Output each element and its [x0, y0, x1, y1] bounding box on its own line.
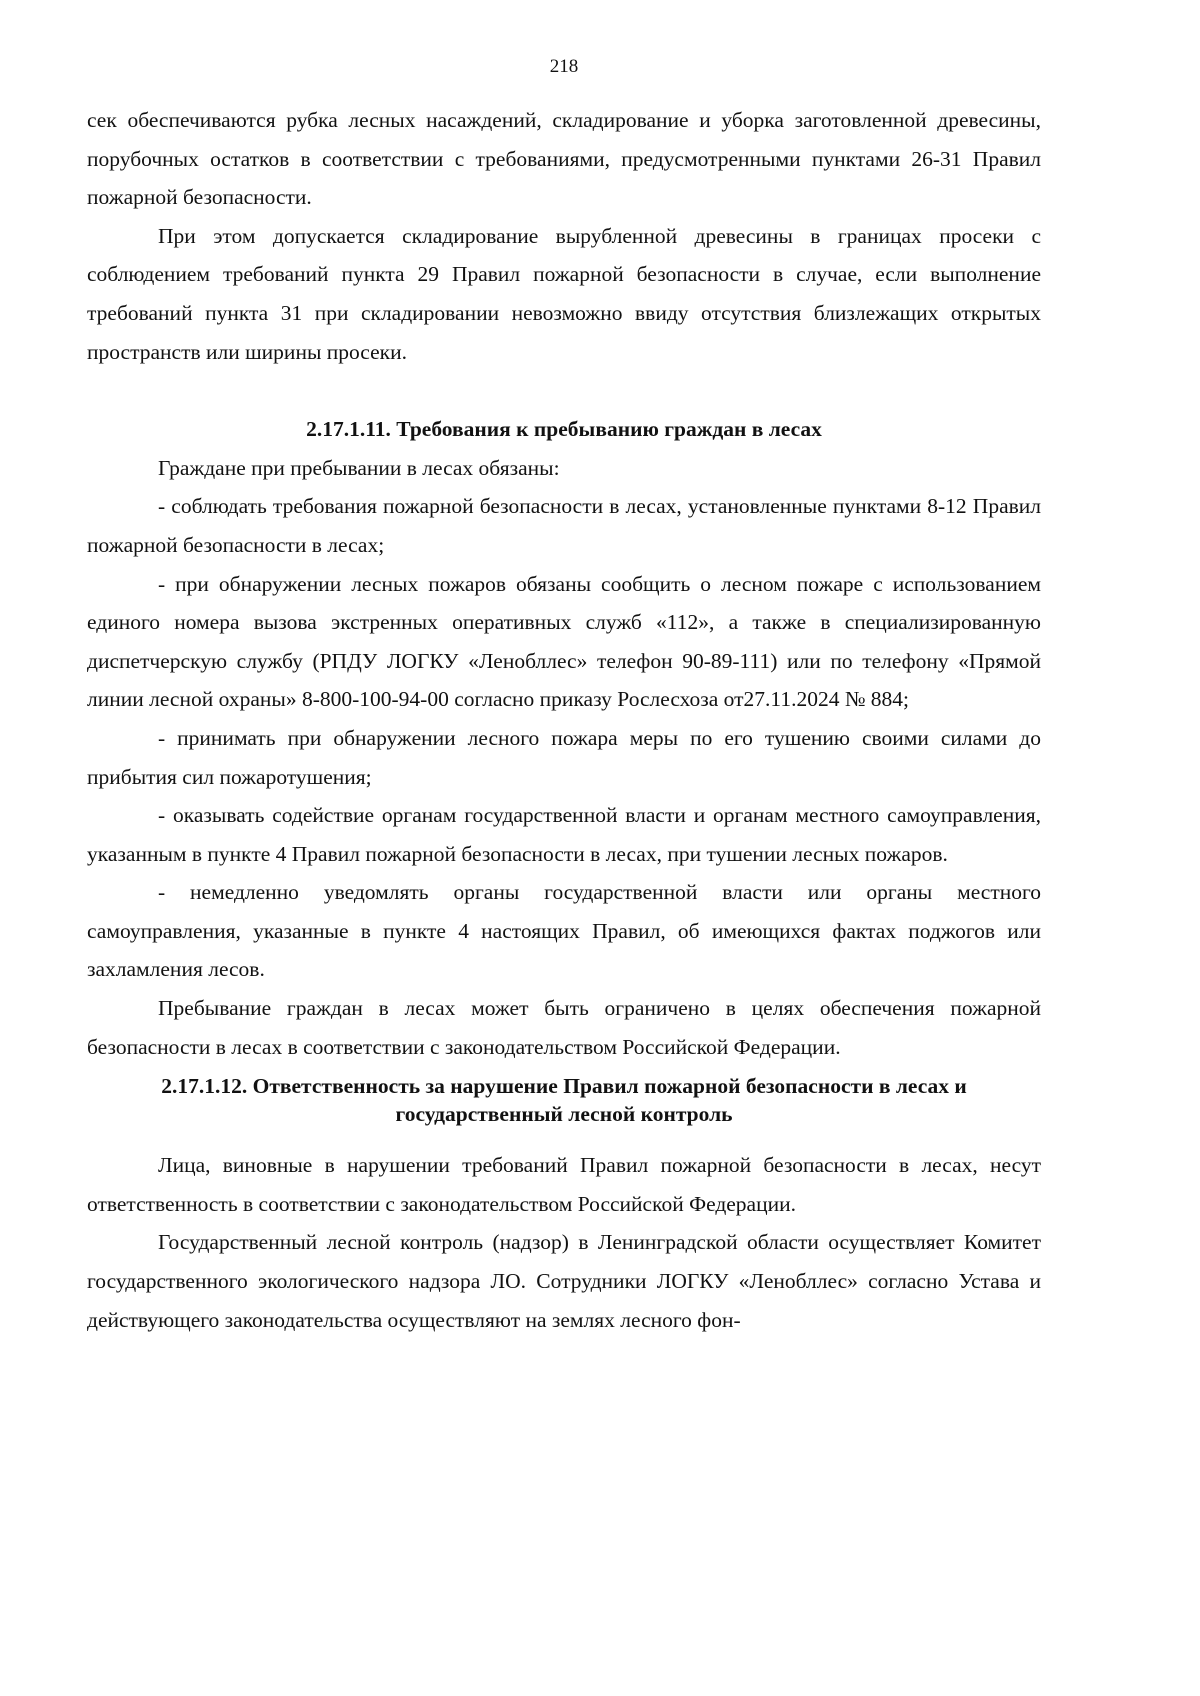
spacer	[87, 371, 1041, 410]
list-item: - немедленно уведомлять органы государственной власти или органы местного самоуправления, указанные в пункте 4 настоящих Правил, об имеющихся фактах поджогов или захламления лесов.	[87, 880, 1041, 982]
page-number: 218	[549, 56, 579, 77]
section-heading-line: государственный лесной контроль	[395, 1102, 733, 1127]
paragraph: Граждане при пребывании в лесах обязаны:	[158, 455, 560, 480]
section-heading-line: 2.17.1.12. Ответственность за нарушение Правил пожарной безопасности в лесах и	[161, 1074, 967, 1099]
paragraph: Пребывание граждан в лесах может быть ограничено в целях обеспечения пожарной безопасности в лесах в соответствии с законодательством Российской Федерации.	[87, 996, 1041, 1059]
document-body	[87, 101, 1041, 1339]
section-heading	[87, 1066, 1041, 1146]
paragraph: Лица, виновные в нарушении требований Правил пожарной безопасности в лесах, несут ответственность в соответствии с законодательством Российской Федерации.	[87, 1153, 1041, 1216]
list-item: - соблюдать требования пожарной безопасности в лесах, установленные пунктами 8-12 Правил пожарной безопасности в лесах;	[87, 494, 1041, 557]
list-item: - принимать при обнаружении лесного пожара меры по его тушению своими силами до прибытия сил пожаротушения;	[87, 725, 1041, 789]
paragraph: При этом допускается складирование вырубленной древесины в границах просеки с соблюдением требований пункта 29 Правил пожарной безопасности в случае, если выполнение требований пункта 31 при складировании невозможно ввиду отсутствия близлежащих открытых пространств или ширины просеки.	[87, 223, 1041, 364]
section-heading: 2.17.1.11. Требования к пребыванию граждан в лесах	[306, 417, 822, 442]
list-item: - оказывать содействие органам государственной власти и органам местного самоуправления, указанным в пункте 4 Правил пожарной безопасности в лесах, при тушении лесных пожаров.	[87, 803, 1041, 866]
paragraph: сек обеспечиваются рубка лесных насаждений, складирование и уборка заготовленной древесины, порубочных остатков в соответствии с требованиями, предусмотренными пунктами 26-31 Правил пожарной безопасности.	[87, 108, 1041, 210]
list-item: - при обнаружении лесных пожаров обязаны сообщить о лесном пожаре с использованием единого номера вызова экстренных оперативных служб «112», а также в специализированную диспетчерскую службу (РПДУ ЛОГКУ «Ленобллес» телефон 90-89-111) или по телефону «Прямой линии лесной охраны» 8-800-100-94-00 согласно приказу Рослесхоза от27.11.2024 № 884;	[87, 571, 1041, 712]
paragraph: Государственный лесной контроль (надзор) в Ленинградской области осуществляет Комитет государственного экологического надзора ЛО. Сотрудники ЛОГКУ «Ленобллес» согласно Устава и действующего законодательства осуществляют на землях лесного фон-	[87, 1230, 1041, 1332]
